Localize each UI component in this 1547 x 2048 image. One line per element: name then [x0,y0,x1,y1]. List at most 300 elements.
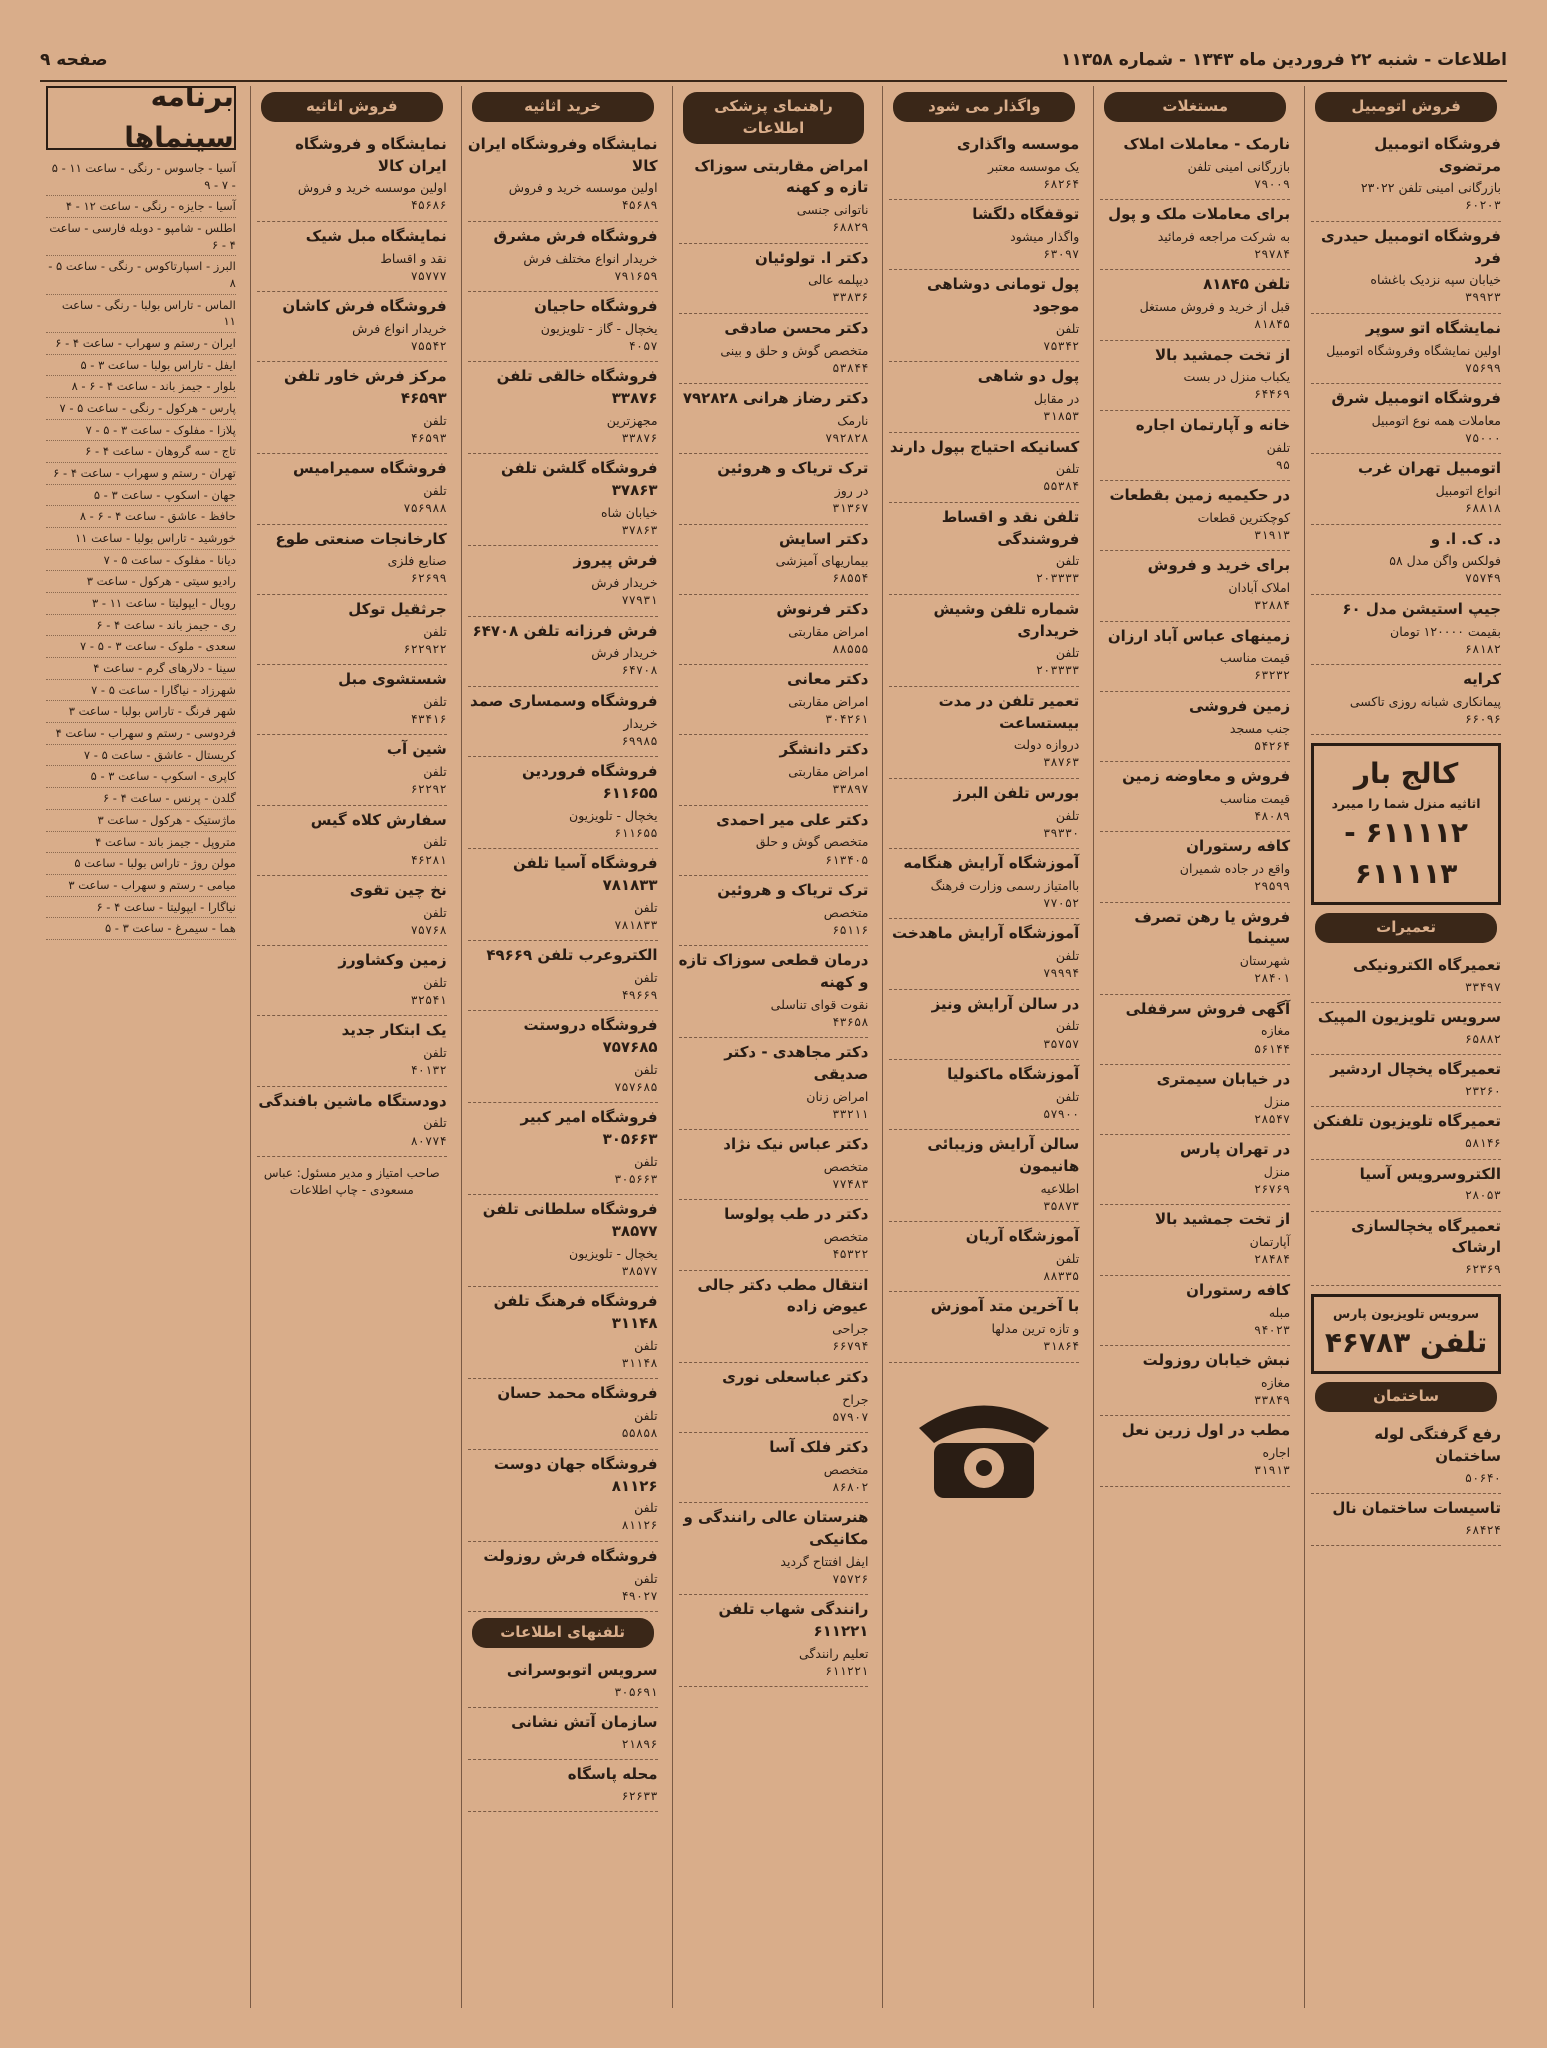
ad-item [1100,995,1290,1065]
ad-phone: ۳۱۹۱۳ [1254,527,1291,542]
ad-text: تلفن [634,969,658,985]
ad-item [889,200,1079,270]
ad-phone: ۶۴۷۰۸ [621,663,658,678]
section-sell: فروش اثاثیه [261,92,443,122]
ad-text: مغازه [1261,1023,1291,1039]
ad-text: متخصص [823,1158,869,1174]
cinema-row: بلوار - جیمز باند - ساعت ۴ - ۶ - ۸ [46,376,236,398]
ad-item [257,946,447,1016]
ad-title: فروشگاه محمد حسان [497,1384,658,1403]
ad-title: سازمان آتش نشانی [511,1712,658,1731]
ad-text: متخصص گوش و حلق [755,834,869,850]
ad-title: فروشگاه جهان دوست ۸۱۱۲۶ [493,1454,658,1495]
ad-title: درمان قطعی سوزاک تازه و کهنه [678,951,869,991]
ad-phone: ۸۱۸۴۵ [1254,317,1291,332]
ad-item [889,1222,1079,1292]
ad-title: پول دو شاهی [977,367,1080,386]
ad-title: آموزشگاه ماکنولیا [947,1064,1080,1083]
cinema-row: مولن روژ - تاراس بولبا - ساعت ۵ [46,853,236,875]
ad-phone: ۸۶۸۰۲ [832,1479,869,1494]
ad-item [1100,1135,1290,1205]
ad-item [1100,1276,1290,1346]
ad-title: مطب در اول زرین نعل [1121,1421,1291,1440]
section-info: تلفنهای اطلاعات [472,1618,654,1648]
repair-ads [1311,951,1501,1286]
section-misc: مستغلات [1104,92,1286,122]
ad-phone: ۶۴۴۶۹ [1254,387,1291,402]
ad-item [679,876,869,946]
ad-text: متخصص [823,1461,869,1477]
ad-phone: ۷۹۰۰۹ [1254,176,1291,191]
ad-title: دکتر در طب پولوسا [724,1205,869,1224]
ad-phone: ۳۱۱۴۸ [621,1356,658,1371]
column-medical [672,86,875,2008]
cinema-row: دیانا - مفلوک - ساعت ۵ - ۷ [46,550,236,572]
ad-title: فروشگاه وسمساری صمد [470,691,658,710]
cinema-row: رویال - ایپولیتا - ساعت ۱۱ - ۳ [46,593,236,615]
ad-text: تلفن [1055,461,1080,477]
cinema-row: ایران - رستم و سهراب - ساعت ۴ - ۶ [46,333,236,355]
ad-text: جراح [842,1391,869,1407]
ad-title: رانندگی شهاب تلفن ۶۱۱۲۲۱ [718,1600,869,1641]
realestate-ads [1100,130,1290,1487]
ad-phone: ۹۴۰۲۳ [1254,1322,1291,1337]
ad-phone: ۳۵۸۷۳ [1043,1198,1080,1213]
ad-item [679,1038,869,1130]
ad-text: تلفن [423,834,447,850]
ad-text: تلفن [634,1570,658,1586]
ad-text: کوچکترین قطعات [1197,509,1291,525]
ad-title: برای خرید و فروش [1147,556,1291,575]
ad-phone: ۶۶۷۹۴ [832,1339,869,1354]
cinema-row: پارس - هرکول - رنگی - ساعت ۵ - ۷ [46,398,236,420]
ad-phone: ۶۱۱۶۵۵ [614,825,658,840]
ad-phone: ۴۰۵۷ [628,338,658,353]
ad-text: قبل از خرید و فروش مستغل [1139,299,1291,315]
ad-title: هنرستان عالی رانندگی و مکانیکی [683,1508,869,1549]
ad-text: اولین موسسه خرید و فروش [297,180,447,196]
ad-item [468,454,658,546]
ad-phone: ۴۵۶۸۶ [410,198,447,213]
ad-item [257,1087,447,1157]
ad-phone: ۳۳۲۱۱ [832,1106,869,1121]
ad-phone: ۶۵۱۱۶ [832,922,869,937]
ad-title: کرایه [1463,670,1501,689]
ad-text: متخصص [823,1229,869,1245]
ad-phone: ۷۷۹۳۱ [621,593,658,608]
ad-phone: ۳۲۸۸۴ [1254,598,1291,613]
ad-text: در مقابل [1033,391,1080,407]
ad-item [468,362,658,454]
ad-title: الکتروسرویس آسیا [1359,1164,1501,1183]
ad-text: جراحی [832,1321,869,1337]
ad-text: بیماریهای آمیزشی [775,553,869,569]
ad-text: قیمت مناسب [1219,650,1291,666]
box2-title: سرویس تلویزیون پارس [1333,1305,1480,1321]
ad-title: سالن آرایش وزیبائی هانیمون [927,1135,1080,1175]
ad-item [468,687,658,757]
telephone-illustration [889,1373,1079,1523]
ad-item [1100,481,1290,551]
ad-title: نخ چین تقوی [349,880,447,899]
ad-item [257,665,447,735]
ad-item [889,1060,1079,1130]
ad-phone: ۷۵۶۹۸۸ [403,501,447,516]
ad-item [468,1011,658,1103]
ad-title: جرثقیل توکل [348,599,447,618]
ad-text: تلفن [423,1045,447,1061]
ad-phone: ۴۳۶۵۸ [832,1014,869,1029]
ad-title: نمایشگاه اتو سوپر [1365,318,1501,337]
ad-title: دکتر عباسعلی نوری [722,1367,869,1386]
cinema-row: تهران - رستم و سهراب - ساعت ۴ - ۶ [46,463,236,485]
ad-phone: ۸۱۱۲۶ [621,1518,658,1533]
ad-phone: ۳۲۵۴۱ [410,993,447,1008]
ad-text: معاملات همه نوع اتومبیل [1371,412,1501,428]
column-cars [1304,86,1507,2008]
ad-text: تعلیم رانندگی [799,1645,869,1661]
ad-text: مجهزترین [606,412,658,428]
ad-title: فروش یا رهن تصرف سینما [1134,907,1291,948]
ad-text: پیمانکاری شبانه روزی تاکسی [1349,693,1501,709]
ad-title: از تخت جمشید بالا [1155,1210,1291,1229]
ad-phone: ۷۵۷۷۷ [410,268,447,283]
ad-phone: ۶۳۲۳۲ [1254,668,1291,683]
ad-item [889,595,1079,687]
ad-text: دیپلمه عالی [808,272,869,288]
ad-text: اطلاعیه [1040,1180,1080,1196]
column-cinema [40,86,242,2008]
cinema-row: ماژستیک - هرکول - ساعت ۳ [46,810,236,832]
ad-item [257,525,447,595]
ad-text: منزل [1263,1093,1291,1109]
ad-phone: ۳۵۷۵۷ [1043,1036,1080,1051]
ad-text: تلفن [1055,1088,1080,1104]
ad-title: دکتر محسن صادقی [724,318,869,337]
ad-phone: ۳۷۸۶۳ [621,522,658,537]
ad-item [468,617,658,687]
ad-item [1311,1420,1501,1494]
ad-title: فرش پیروز [573,551,658,570]
ad-text: تلفن [634,1153,658,1169]
ad-phone: ۷۵۷۶۸ [410,922,447,937]
ad-title: کارخانجات صنعتی طوع [275,529,447,548]
ad-item [1311,1107,1501,1159]
ad-item [1311,595,1501,665]
ad-phone: ۳۸۷۶۳ [1043,755,1080,770]
ad-item [679,454,869,524]
cinema-row: شهرزاد - نیاگارا - ساعت ۵ - ۷ [46,680,236,702]
ad-item [1311,454,1501,524]
ad-title: فروشگاه سمیرامیس [293,459,447,478]
cinema-row: رادیو سیتی - هرکول - ساعت ۳ [46,571,236,593]
ad-phone: ۳۱۸۵۳ [1043,409,1080,424]
ad-item [1100,1346,1290,1416]
ad-title: دکتر عباس نیک نژاد [723,1135,869,1154]
ad-item [1311,314,1501,384]
ad-item [468,1708,658,1760]
ad-item [679,244,869,314]
ad-title: برای معاملات ملک و پول [1108,205,1291,224]
info-phones [468,1656,658,1812]
ad-phone: ۳۳۸۳۶ [832,290,869,305]
ad-title: اتومبیل تهران غرب [1357,459,1501,478]
ad-text: تلفن [634,1337,658,1353]
ad-item [1311,1494,1501,1546]
car-ads [1311,130,1501,736]
ad-title: فروشگاه سلطانی تلفن ۳۸۵۷۷ [482,1200,658,1241]
ad-item [1100,270,1290,340]
ad-item [468,1760,658,1812]
ad-title: خانه و آپارتمان اجاره [1135,415,1291,434]
ad-title: شماره تلفن وشیش خریداری [933,599,1080,640]
ad-item [257,1016,447,1086]
ad-item [889,849,1079,919]
ad-phone: ۹۵ [1275,457,1291,472]
ad-text: انواع اتومبیل [1435,483,1501,499]
ad-phone: ۷۵۶۹۹ [1464,360,1501,375]
ad-phone: ۳۳۸۴۹ [1254,1392,1291,1407]
ad-text: واقع در جاده شمیران [1179,861,1291,877]
ad-item [679,1363,869,1433]
ad-item [468,546,658,616]
ad-phone: ۲۰۳۳۳۳ [1035,571,1080,586]
ad-item [257,292,447,362]
ad-text: یخچال - گاز - تلویزیون [540,320,658,336]
ad-text: فولکس واگن مدل ۵۸ [1389,553,1501,569]
ad-title: کافه رستوران [1186,837,1291,856]
ad-phone: ۲۹۵۹۹ [1254,879,1291,894]
ad-item [679,1200,869,1270]
section-medical: راهنمای پزشکی اطلاعات [683,92,865,144]
section-cars: فروش اتومبیل [1315,92,1497,122]
box2-phone: تلفن ۴۶۷۸۳ [1324,1325,1488,1359]
ad-title: رفع گرفتگی لوله ساختمان [1374,1425,1501,1465]
ad-text: منزل [1263,1163,1291,1179]
ad-text: ناتوانی جنسی [796,202,869,217]
cinema-row: تاج - سه گروهان - ساعت ۴ - ۶ [46,441,236,463]
ad-phone: ۷۹۹۹۴ [1043,966,1080,981]
ad-item [679,1130,869,1200]
cinema-row: آسیا - جاسوس - رنگی - ساعت ۱۱ - ۵ - ۷ - ۹ [46,158,236,196]
ad-text: تلفن [1055,320,1080,336]
ad-item [1311,1055,1501,1107]
ad-phone: ۷۷۰۵۲ [1043,896,1080,911]
ad-item [679,152,869,244]
ad-phone: ۴۵۳۲۲ [832,1247,869,1262]
ad-title: محله پاسگاه [567,1765,658,1784]
ad-text: خریدار فرش [591,645,658,661]
ad-title: فروشگاه آسیا تلفن ۷۸۱۸۳۳ [512,854,658,894]
ad-item [257,735,447,805]
ad-phone: ۲۹۷۸۴ [1254,246,1291,261]
ad-title: سفارش کلاه گیس [310,810,447,829]
ad-title: در حکیمیه زمین بقطعات [1109,486,1291,505]
ad-title: امراض مقاربتی سوزاک تازه و کهنه [694,156,869,197]
ad-item [468,1379,658,1449]
ad-text: و تازه ترین مدلها [991,1321,1080,1337]
ad-item [1100,1205,1290,1275]
ad-phone: ۳۸۵۷۷ [621,1264,658,1279]
ad-phone: ۴۳۴۱۶ [410,711,447,726]
ad-text: شهرستان [1239,953,1291,969]
ad-item [889,990,1079,1060]
ad-phone: ۴۶۲۸۱ [410,852,447,867]
ad-item [468,849,658,941]
cinema-row: کاپری - اسکوپ - ساعت ۳ - ۵ [46,766,236,788]
ad-item [1311,130,1501,222]
sell-ads [257,130,447,1157]
ad-item [468,222,658,292]
ad-phone: ۵۵۳۸۴ [1043,479,1080,494]
ad-item [679,1595,869,1687]
ad-phone: ۷۵۰۰۰ [1464,430,1501,445]
masthead [40,40,1507,82]
ad-title: تلفن نقد و اقساط فروشندگی [941,507,1080,548]
ad-text: متخصص گوش و حلق و بینی [720,342,869,358]
cinema-row: آسیا - جایزه - رنگی - ساعت ۱۲ - ۴ [46,196,236,218]
ad-text: خریدار انواع مختلف فرش [523,250,658,266]
ad-item [679,1271,869,1363]
ad-title: الکتروعرب تلفن ۴۹۶۶۹ [486,946,658,965]
ad-phone: ۶۰۲۰۳ [1464,198,1501,213]
section-building: ساختمان [1315,1382,1497,1412]
ad-text: تلفن [423,904,447,920]
box-sub: اثاثیه منزل شما را میبرد [1331,795,1481,811]
ad-title: پول تومانی دوشاهی موجود [927,275,1080,316]
ad-title: در تهران پارس [1179,1140,1291,1159]
ad-title: شین آب [386,740,447,759]
ad-text: اجاره [1262,1445,1291,1461]
ad-item [889,503,1079,595]
ad-title: فروشگاه فرهنگ تلفن ۳۱۱۴۸ [493,1292,658,1333]
ad-title: زمین وکشاورز [338,951,447,970]
ad-title: کسانیکه احتیاج بپول دارند [889,437,1080,456]
ad-item [468,1195,658,1287]
ad-title: مرکز فرش خاور تلفن ۴۶۵۹۳ [284,367,447,408]
cinema-list [46,158,236,940]
ad-phone: ۵۷۹۰۰ [1043,1106,1080,1121]
ad-title: فروشگاه فرش روزولت [483,1546,658,1565]
ad-item [257,806,447,876]
ad-text: امراض مقاربتی [788,623,869,639]
ad-phone: ۶۹۹۸۵ [621,733,658,748]
ad-phone: ۸۸۳۳۵ [1043,1269,1080,1284]
ad-phone: ۵۶۱۴۴ [1254,1041,1291,1056]
ad-title: فرش فرزانه تلفن ۶۴۷۰۸ [472,621,658,640]
ad-item [468,757,658,849]
ad-phone: ۶۸۵۵۴ [832,571,869,586]
ad-phone: ۳۹۹۲۳ [1464,290,1501,305]
ad-item [889,687,1079,779]
ad-text: تلفن [423,974,447,990]
ad-phone: ۲۸۰۵۳ [1464,1188,1501,1203]
ad-title: نارمک - معاملات املاک [1123,134,1291,153]
ad-text: یخچال - تلویزیون [569,807,658,823]
cinema-row: اطلس - شامپو - دوبله فارسی - ساعت ۴ - ۶ [46,218,236,256]
ad-title: دودستگاه ماشین بافندگی [258,1091,447,1110]
ad-item [257,876,447,946]
ad-item [889,270,1079,362]
ad-title: دکتر معانی [787,670,869,689]
ad-phone: ۴۵۶۸۹ [621,198,658,213]
ad-text: تلفن [423,693,447,709]
ad-title: فروشگاه فروردین ۶۱۱۶۵۵ [521,762,658,802]
box-phone: ۶۱۱۱۱۲ - ۶۱۱۱۱۳ [1344,816,1469,890]
ad-phone: ۶۲۳۶۹ [1464,1262,1501,1277]
ad-phone: ۵۴۲۶۴ [1254,738,1291,753]
ad-phone: ۷۹۱۶۵۹ [614,268,658,283]
ad-text: تلفن [1055,645,1080,661]
ad-title: فروشگاه اتومبیل شرق [1331,389,1501,408]
ad-title: در خیابان سیمتری [1156,1069,1291,1088]
ad-phone: ۲۸۴۸۴ [1254,1252,1291,1267]
ad-item [1100,692,1290,762]
ad-item [679,946,869,1038]
ad-text: تلفن [634,899,658,915]
ad-phone: ۵۰۶۴۰ [1464,1470,1501,1485]
ad-phone: ۴۹۰۲۷ [621,1588,658,1603]
ad-item [679,595,869,665]
ad-text: تلفن [1266,439,1291,455]
ad-text: تلفن [1055,553,1080,569]
ad-item [1311,1212,1501,1286]
ad-item [468,941,658,1011]
ad-phone: ۳۱۹۱۳ [1254,1463,1291,1478]
ad-item [468,130,658,222]
ad-text: متخصص [823,904,869,920]
column-buy [461,86,664,2008]
ad-phone: ۷۸۱۸۳۳ [614,917,658,932]
ad-text: ایفل افتتاح گردید [780,1553,869,1569]
ad-item [468,1656,658,1708]
ad-text: خیابان شاه [600,504,658,520]
cinema-row: شهر فرنگ - تاراس بولبا - ساعت ۳ [46,701,236,723]
ad-phone: ۳۱۸۶۴ [1043,1339,1080,1354]
column-sell [250,86,453,2008]
medical-ads [679,152,869,1688]
ad-item [679,1433,869,1503]
ad-item [889,919,1079,989]
ad-text: تلفن [423,623,447,639]
ad-title: شستشوی مبل [338,670,447,689]
ad-phone: ۲۳۲۶۰ [1464,1084,1501,1099]
ad-text: تلفن [1055,1250,1080,1266]
ad-phone: ۶۸۸۱۸ [1464,501,1501,516]
ad-phone: ۶۲۲۹۲۲ [403,641,447,656]
section-buy: خرید اثاثیه [472,92,654,122]
ad-item [257,362,447,454]
ad-text: دروازه دولت [1013,737,1080,753]
ad-item [889,362,1079,432]
cinema-row: البرز - اسپارتاکوس - رنگی - ساعت ۵ - ۸ [46,256,236,294]
college-bar-box [1311,743,1501,905]
ad-phone: ۷۵۷۶۸۵ [614,1080,658,1095]
ad-item [889,779,1079,849]
ad-item [1100,411,1290,481]
ad-title: آموزشگاه آریان [965,1227,1080,1246]
ad-item [679,525,869,595]
ad-item [1100,762,1290,832]
ad-item [1311,951,1501,1003]
ad-text: یکباب منزل در بست [1183,369,1291,385]
ad-item [1311,1003,1501,1055]
ad-phone: ۲۰۳۳۳۳ [1035,663,1080,678]
ad-title: دکتر دانشگر [779,740,869,759]
ad-title: بورس تلفن البرز [953,783,1080,802]
ad-text: تلفن [634,1408,658,1424]
ad-text: تلفن [423,412,447,428]
